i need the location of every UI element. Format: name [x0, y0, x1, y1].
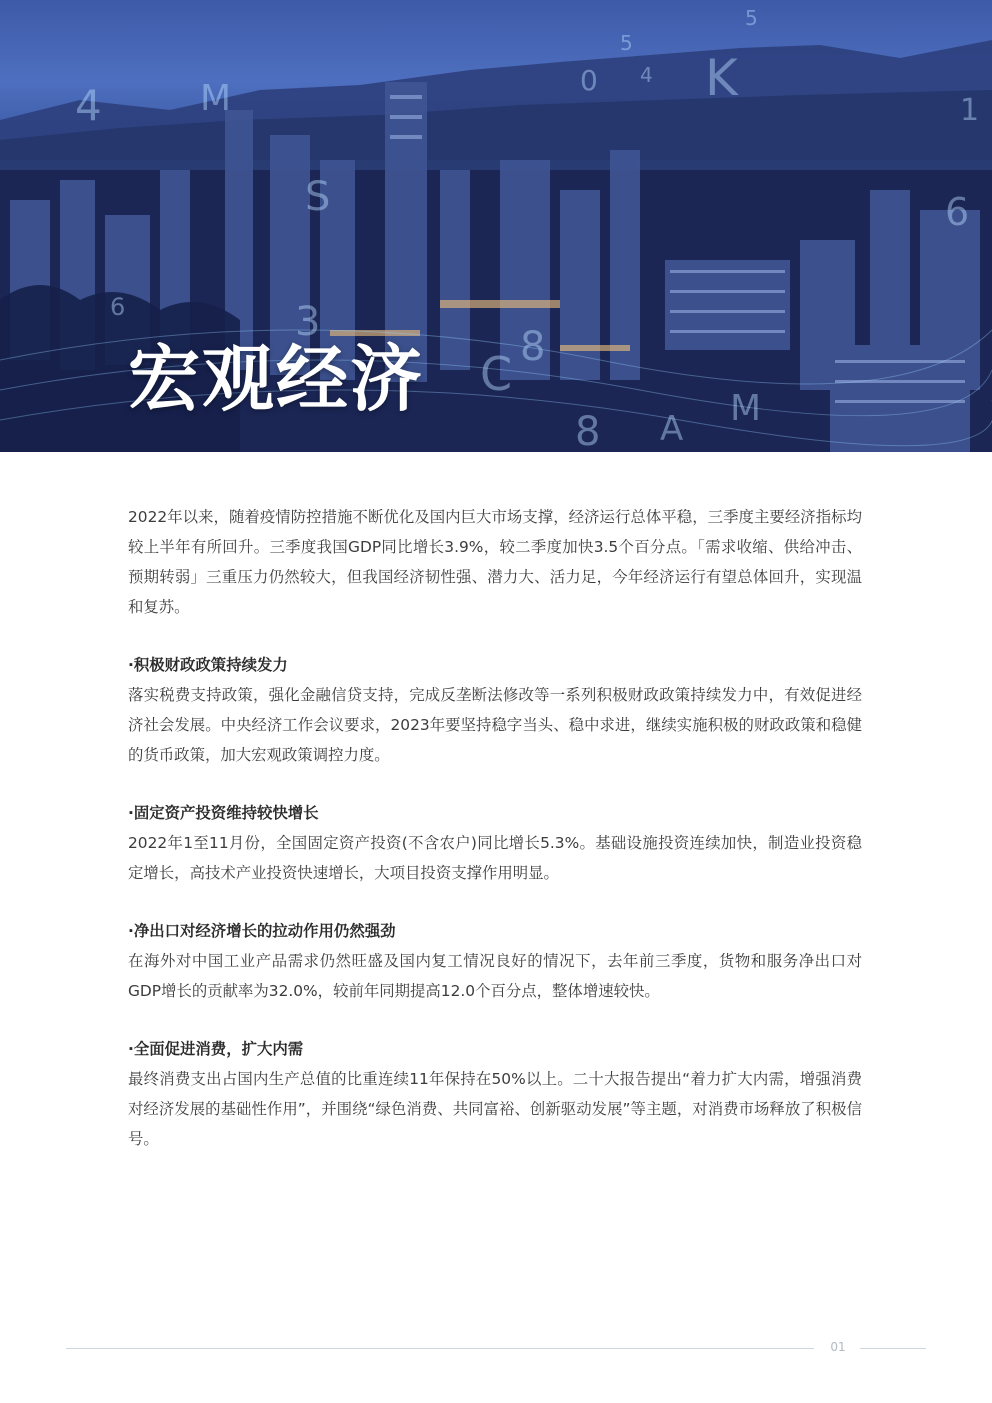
section-consumption	[128, 1034, 862, 1154]
svg-text:8: 8	[520, 324, 546, 370]
svg-text:8: 8	[575, 409, 601, 452]
footer-divider-right	[860, 1348, 926, 1349]
svg-text:M: M	[200, 78, 232, 119]
page-title: 宏观经济	[128, 337, 425, 421]
svg-text:K: K	[705, 49, 738, 107]
section-net-exports	[128, 916, 862, 1006]
svg-text:6: 6	[945, 190, 970, 234]
section-body: 最终消费支出占国内生产总值的比重连续11年保持在50%以上。二十大报告提出“着力扩大内需，增强消费对经济发展的基础性作用”，并围绕“绿色消费、共同富裕、创新驱动发展”等主题，对消费市场释放了积极信号。	[128, 1070, 862, 1148]
section-heading: ·净出口对经济增长的拉动作用仍然强劲	[128, 922, 396, 940]
section-heading: ·全面促进消费，扩大内需	[128, 1040, 304, 1058]
svg-text:0: 0	[580, 64, 598, 97]
article-body	[128, 502, 862, 1154]
svg-text:C: C	[480, 347, 513, 401]
intro-paragraph: 2022年以来，随着疫情防控措施不断优化及国内巨大市场支撑，经济运行总体平稳，三季度主要经济指标均较上半年有所回升。三季度我国GDP同比增长3.9%，较二季度加快3.5个百分点。「需求收缩、供给冲击、预期转弱」三重压力仍然较大，但我国经济韧性强、潜力大、活力足，今年经济运行有望总体回升，实现温和复苏。	[128, 508, 862, 616]
svg-text:4: 4	[75, 81, 102, 130]
svg-text:5: 5	[745, 6, 758, 30]
section-fiscal-policy	[128, 650, 862, 770]
svg-text:4: 4	[640, 63, 653, 87]
section-fixed-asset-investment	[128, 798, 862, 888]
section-body: 2022年1至11月份，全国固定资产投资(不含农户)同比增长5.3%。基础设施投资连续加快，制造业投资稳定增长，高技术产业投资快速增长，大项目投资支撑作用明显。	[128, 834, 862, 882]
section-body: 落实税费支持政策，强化金融信贷支持，完成反垄断法修改等一系列积极财政政策持续发力中，有效促进经济社会发展。中央经济工作会议要求，2023年要坚持稳字当头、稳中求进，继续实施积极的财政政策和稳健的货币政策，加大宏观政策调控力度。	[128, 686, 862, 764]
svg-text:1: 1	[960, 93, 980, 128]
svg-text:5: 5	[620, 31, 633, 55]
section-heading: ·积极财政政策持续发力	[128, 656, 288, 674]
section-body: 在海外对中国工业产品需求仍然旺盛及国内复工情况良好的情况下，去年前三季度，货物和服务净出口对GDP增长的贡献率为32.0%，较前年同期提高12.0个百分点，整体增速较快。	[128, 952, 862, 1000]
footer-divider-left	[66, 1348, 814, 1349]
svg-text:M: M	[730, 388, 762, 429]
section-heading: ·固定资产投资维持较快增长	[128, 804, 319, 822]
svg-text:A: A	[660, 409, 684, 449]
svg-text:3: 3	[295, 299, 321, 345]
page-number: 01	[830, 1340, 846, 1354]
hero-banner	[0, 0, 992, 452]
svg-text:6: 6	[110, 293, 126, 321]
svg-text:S: S	[305, 174, 331, 220]
